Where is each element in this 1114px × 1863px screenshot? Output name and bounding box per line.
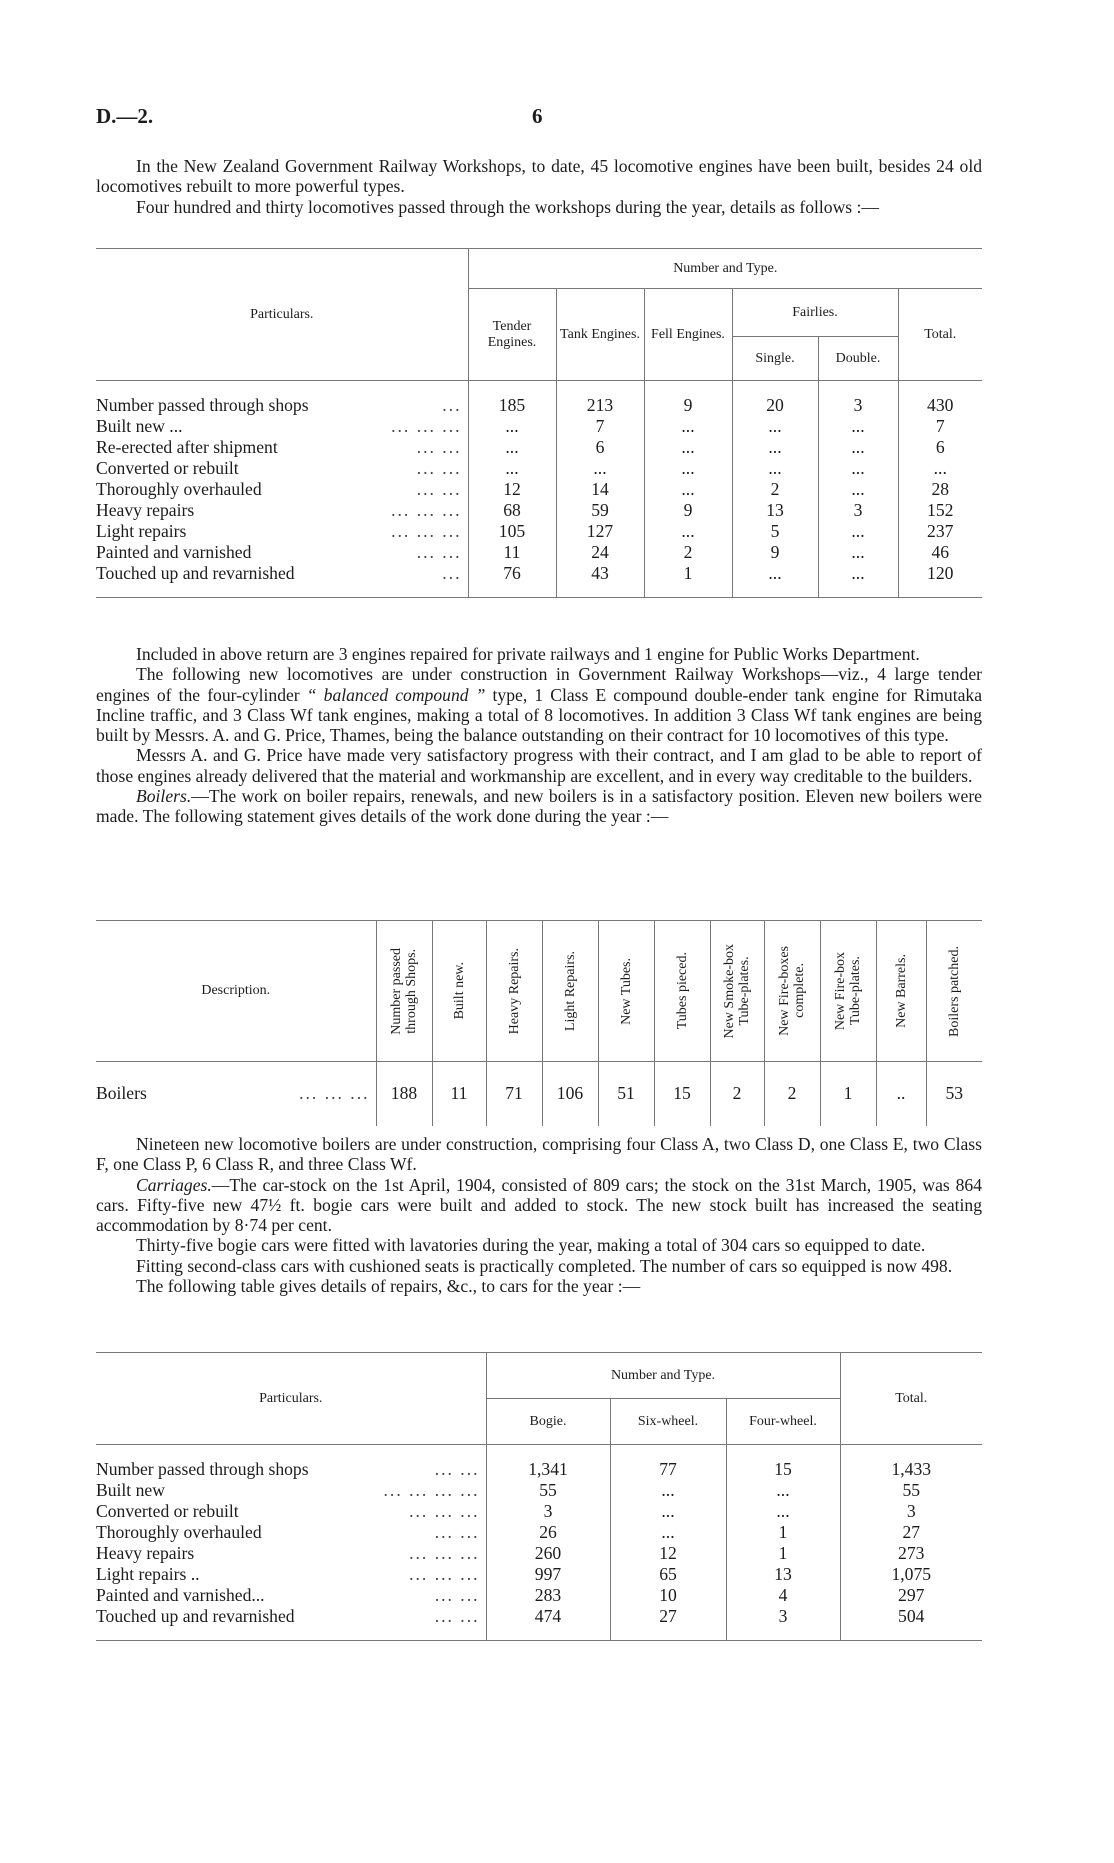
cell-total: 504	[840, 1606, 982, 1627]
cell-fell: 2	[644, 542, 732, 563]
cell-single: 2	[732, 479, 818, 500]
boiler-header-col: New Tubes.	[598, 921, 654, 1062]
cell-tank: ...	[556, 458, 644, 479]
loco-header-total: Total.	[898, 289, 982, 381]
cell-tank: 6	[556, 437, 644, 458]
row-label-text: Touched up and revarnished	[96, 1605, 295, 1626]
row-label	[96, 437, 468, 458]
lower-paragraph-2: Carriages.—The car-stock on the 1st April, 1904, consisted of 809 cars; the stock on the 31st March, 1905, was 864 cars. Fifty-five new 47½ ft. bogie cars were built and added to stock. The new stock built has increased the seating accommodation by 8·74 per cent.	[96, 1174, 982, 1236]
cell-tank: 59	[556, 500, 644, 521]
row-leader-dots: ...	[442, 394, 462, 415]
loco-header-tender: Tender Engines.	[468, 289, 556, 381]
cell-four: 1	[726, 1543, 840, 1564]
table-row	[96, 1459, 982, 1480]
boiler-value: 11	[432, 1062, 486, 1126]
row-label-text: Painted and varnished	[96, 541, 252, 562]
loco-header-single: Single.	[732, 337, 818, 381]
row-label	[96, 416, 468, 437]
row-label	[96, 1543, 486, 1564]
cell-tender: 76	[468, 563, 556, 584]
car-header-particulars: Particulars.	[96, 1353, 486, 1445]
car-header-six-wheel: Six-wheel.	[610, 1399, 726, 1445]
cell-tank: 43	[556, 563, 644, 584]
table-row	[96, 1606, 982, 1627]
row-label	[96, 500, 468, 521]
cell-total: 46	[898, 542, 982, 563]
row-label-text: Number passed through shops	[96, 394, 309, 415]
table-row	[96, 1543, 982, 1564]
cell-four: 13	[726, 1564, 840, 1585]
cell-total: 152	[898, 500, 982, 521]
intro-paragraph-1: In the New Zealand Government Railway Workshops, to date, 45 locomotive engines have been built, besides 24 old locomotives rebuilt to more powerful types.	[96, 156, 982, 197]
row-leader-dots: ... ...	[434, 1605, 480, 1626]
cell-tender: 68	[468, 500, 556, 521]
boiler-value: 51	[598, 1062, 654, 1126]
cell-total: 237	[898, 521, 982, 542]
middle-paragraph-1: Included in above return are 3 engines repaired for private railways and 1 engine for Public Works Department.	[136, 644, 920, 664]
cell-tender: 185	[468, 395, 556, 416]
middle-text	[96, 644, 982, 827]
row-leader-dots: ... ... ...	[409, 1542, 480, 1563]
cell-six: 27	[610, 1606, 726, 1627]
row-label	[96, 395, 468, 416]
car-header-four-wheel: Four-wheel.	[726, 1399, 840, 1445]
cell-six: ...	[610, 1501, 726, 1522]
cell-bogie: 260	[486, 1543, 610, 1564]
row-leader-dots: ... ... ...	[391, 415, 462, 436]
row-label-text: Heavy repairs	[96, 499, 195, 520]
cell-double: ...	[818, 563, 898, 584]
intro-text	[96, 156, 982, 217]
page-number: 6	[532, 104, 543, 128]
cell-bogie: 26	[486, 1522, 610, 1543]
boiler-row-label: Boilers ... ... ...	[96, 1083, 370, 1104]
boiler-header-col: Built new.	[432, 921, 486, 1062]
table-row	[96, 479, 982, 500]
cell-double: ...	[818, 416, 898, 437]
boiler-header-col: Light Repairs.	[542, 921, 598, 1062]
row-leader-dots: ... ... ... ...	[383, 1479, 480, 1500]
middle-paragraph-4: Boilers.—The work on boiler repairs, renewals, and new boilers is in a satisfactory position. Eleven new boilers were made. The following statement gives details of the work done during the year :—	[96, 786, 982, 827]
cell-double: ...	[818, 542, 898, 563]
boiler-header-col: New Fire-box Tube-plates.	[820, 921, 876, 1062]
boiler-value: 1	[820, 1062, 876, 1126]
row-label	[96, 1501, 486, 1522]
cell-total: 3	[840, 1501, 982, 1522]
boiler-value: 53	[926, 1062, 982, 1126]
cell-tender: 12	[468, 479, 556, 500]
boiler-header-col: New Barrels.	[876, 921, 926, 1062]
boiler-header-description: Description.	[96, 921, 376, 1062]
cell-total: 6	[898, 437, 982, 458]
table-row	[96, 1480, 982, 1501]
row-label-text: Light repairs ..	[96, 1563, 200, 1584]
row-label-text: Converted or rebuilt	[96, 1500, 239, 1521]
cell-bogie: 474	[486, 1606, 610, 1627]
cell-single: ...	[732, 416, 818, 437]
cell-bogie: 55	[486, 1480, 610, 1501]
cell-six: 65	[610, 1564, 726, 1585]
cell-tender: ...	[468, 437, 556, 458]
cell-tender: ...	[468, 458, 556, 479]
row-leader-dots: ... ...	[416, 541, 462, 562]
cell-tender: 105	[468, 521, 556, 542]
cell-total: 120	[898, 563, 982, 584]
cell-total: 430	[898, 395, 982, 416]
cell-total: 273	[840, 1543, 982, 1564]
boiler-value: 106	[542, 1062, 598, 1126]
table-row	[96, 521, 982, 542]
loco-header-fairlies: Fairlies.	[732, 289, 898, 337]
boiler-value: 15	[654, 1062, 710, 1126]
row-leader-dots: ... ... ...	[391, 499, 462, 520]
cell-fell: ...	[644, 479, 732, 500]
lower-paragraph-5: The following table gives details of repairs, &c., to cars for the year :—	[136, 1276, 641, 1297]
row-label	[96, 1522, 486, 1543]
cell-tank: 24	[556, 542, 644, 563]
loco-header-particulars: Particulars.	[96, 249, 468, 381]
row-leader-dots: ... ... ...	[409, 1500, 480, 1521]
table-row	[96, 542, 982, 563]
lower-paragraph-1: Nineteen new locomotive boilers are under construction, comprising four Class A, two Class D, one Class E, two Class F, one Class P, 6 Class R, and three Class Wf.	[96, 1134, 982, 1175]
cell-fell: ...	[644, 437, 732, 458]
boiler-header-col: New Fire-boxes complete.	[764, 921, 820, 1062]
cell-double: ...	[818, 521, 898, 542]
cell-four: 1	[726, 1522, 840, 1543]
cell-single: 9	[732, 542, 818, 563]
row-label-text: Number passed through shops	[96, 1458, 309, 1479]
row-label-text: Thoroughly overhauled	[96, 478, 262, 499]
cell-fell: ...	[644, 521, 732, 542]
boiler-value: 2	[710, 1062, 764, 1126]
cell-fell: 9	[644, 395, 732, 416]
cell-total: 1,433	[840, 1459, 982, 1480]
row-label	[96, 479, 468, 500]
row-label-text: Built new ...	[96, 415, 183, 436]
cell-single: ...	[732, 458, 818, 479]
cell-total: 7	[898, 416, 982, 437]
car-header-total: Total.	[840, 1353, 982, 1445]
row-label-text: Heavy repairs	[96, 1542, 195, 1563]
locomotive-table	[96, 248, 982, 598]
cell-six: 12	[610, 1543, 726, 1564]
car-header-number-type: Number and Type.	[486, 1353, 840, 1399]
boiler-value: 188	[376, 1062, 432, 1126]
boiler-table	[96, 920, 982, 1126]
row-leader-dots: ... ...	[416, 457, 462, 478]
table-row	[96, 437, 982, 458]
row-leader-dots: ... ... ...	[391, 520, 462, 541]
row-label	[96, 521, 468, 542]
row-label	[96, 1480, 486, 1501]
row-label-text: Built new	[96, 1479, 165, 1500]
cell-double: 3	[818, 395, 898, 416]
cell-six: ...	[610, 1522, 726, 1543]
table-row	[96, 395, 982, 416]
cell-total: 1,075	[840, 1564, 982, 1585]
row-label-text: Painted and varnished...	[96, 1584, 265, 1605]
lower-paragraph-4: Fitting second-class cars with cushioned seats is practically completed. The number of cars so equipped is now 498.	[136, 1255, 953, 1276]
boiler-header-col: Boilers patched.	[926, 921, 982, 1062]
cell-fell: 9	[644, 500, 732, 521]
boiler-header-col: New Smoke-box Tube-plates.	[710, 921, 764, 1062]
cell-four: 3	[726, 1606, 840, 1627]
cell-double: ...	[818, 437, 898, 458]
table-row	[96, 1564, 982, 1585]
cell-tender: ...	[468, 416, 556, 437]
cell-double: 3	[818, 500, 898, 521]
cell-single: 20	[732, 395, 818, 416]
lower-text	[96, 1134, 982, 1296]
cell-total: ...	[898, 458, 982, 479]
row-leader-dots: ... ... ...	[409, 1563, 480, 1584]
table-row	[96, 458, 982, 479]
boiler-header-col: Tubes pieced.	[654, 921, 710, 1062]
loco-header-tank: Tank Engines.	[556, 289, 644, 381]
page-header	[96, 104, 996, 134]
row-leader-dots: ... ...	[434, 1584, 480, 1605]
intro-paragraph-2: Four hundred and thirty locomotives passed through the workshops during the year, details as follows :—	[136, 196, 880, 217]
table-row	[96, 500, 982, 521]
cell-four: 15	[726, 1459, 840, 1480]
row-leader-dots: ... ...	[434, 1521, 480, 1542]
cell-bogie: 1,341	[486, 1459, 610, 1480]
cell-single: 13	[732, 500, 818, 521]
cell-tank: 14	[556, 479, 644, 500]
cell-double: ...	[818, 479, 898, 500]
cell-tank: 7	[556, 416, 644, 437]
table-row	[96, 1522, 982, 1543]
row-label	[96, 1606, 486, 1627]
cell-four: ...	[726, 1501, 840, 1522]
cell-six: ...	[610, 1480, 726, 1501]
row-label-text: Light repairs	[96, 520, 187, 541]
cell-four: 4	[726, 1585, 840, 1606]
cell-single: ...	[732, 563, 818, 584]
row-label	[96, 1564, 486, 1585]
cell-fell: ...	[644, 458, 732, 479]
row-label	[96, 542, 468, 563]
table-row	[96, 416, 982, 437]
middle-paragraph-2: The following new locomotives are under construction in Government Railway Workshops—viz., 4 large tender engines of the four-cylinder “ balanced compound ” type, 1 Class E compound double-ender tank engine for Rimutaka Incline traffic, and 3 Class Wf tank engines, making a total of 8 locomotives. In addition 3 Class Wf tank engines are being built by Messrs. A. and G. Price, Thames, being the balance outstanding on their contract for 10 locomotives of this type.	[96, 664, 983, 746]
cell-tank: 213	[556, 395, 644, 416]
boiler-value: 2	[764, 1062, 820, 1126]
row-label-text: Re-erected after shipment	[96, 436, 278, 457]
table-row	[96, 563, 982, 584]
row-label	[96, 458, 468, 479]
loco-header-double: Double.	[818, 337, 898, 381]
table-row	[96, 1585, 982, 1606]
row-label	[96, 1459, 486, 1480]
lower-paragraph-3: Thirty-five bogie cars were fitted with lavatories during the year, making a total of 304 cars so equipped to date.	[136, 1235, 926, 1256]
document-reference: D.—2.	[96, 104, 154, 128]
cell-four: ...	[726, 1480, 840, 1501]
cell-total: 55	[840, 1480, 982, 1501]
cell-tank: 127	[556, 521, 644, 542]
row-label-text: Touched up and revarnished	[96, 562, 295, 583]
table-row	[96, 1501, 982, 1522]
cell-total: 27	[840, 1522, 982, 1543]
cell-bogie: 3	[486, 1501, 610, 1522]
cell-bogie: 283	[486, 1585, 610, 1606]
cell-six: 10	[610, 1585, 726, 1606]
loco-header-number-type: Number and Type.	[468, 249, 982, 289]
row-label	[96, 563, 468, 584]
loco-header-fell: Fell Engines.	[644, 289, 732, 381]
cell-tender: 11	[468, 542, 556, 563]
cell-total: 297	[840, 1585, 982, 1606]
cell-double: ...	[818, 458, 898, 479]
row-label-text: Converted or rebuilt	[96, 457, 239, 478]
boiler-row	[96, 1062, 982, 1126]
cell-total: 28	[898, 479, 982, 500]
cell-fell: ...	[644, 416, 732, 437]
middle-paragraph-3: Messrs A. and G. Price have made very satisfactory progress with their contract, and I am glad to be able to report of those engines already delivered that the material and workmanship are excellent, and in every way creditable to the builders.	[96, 745, 982, 786]
car-table	[96, 1352, 982, 1641]
boiler-header-col: Heavy Repairs.	[486, 921, 542, 1062]
cell-bogie: 997	[486, 1564, 610, 1585]
cell-fell: 1	[644, 563, 732, 584]
row-leader-dots: ...	[442, 562, 462, 583]
car-header-bogie: Bogie.	[486, 1399, 610, 1445]
row-leader-dots: ... ...	[416, 436, 462, 457]
cell-six: 77	[610, 1459, 726, 1480]
row-label	[96, 1585, 486, 1606]
cell-single: 5	[732, 521, 818, 542]
boiler-value: 71	[486, 1062, 542, 1126]
boiler-header-col: Number passed through Shops.	[376, 921, 432, 1062]
row-leader-dots: ... ...	[416, 478, 462, 499]
cell-single: ...	[732, 437, 818, 458]
row-leader-dots: ... ...	[434, 1458, 480, 1479]
boiler-value: ..	[876, 1062, 926, 1126]
row-label-text: Thoroughly overhauled	[96, 1521, 262, 1542]
